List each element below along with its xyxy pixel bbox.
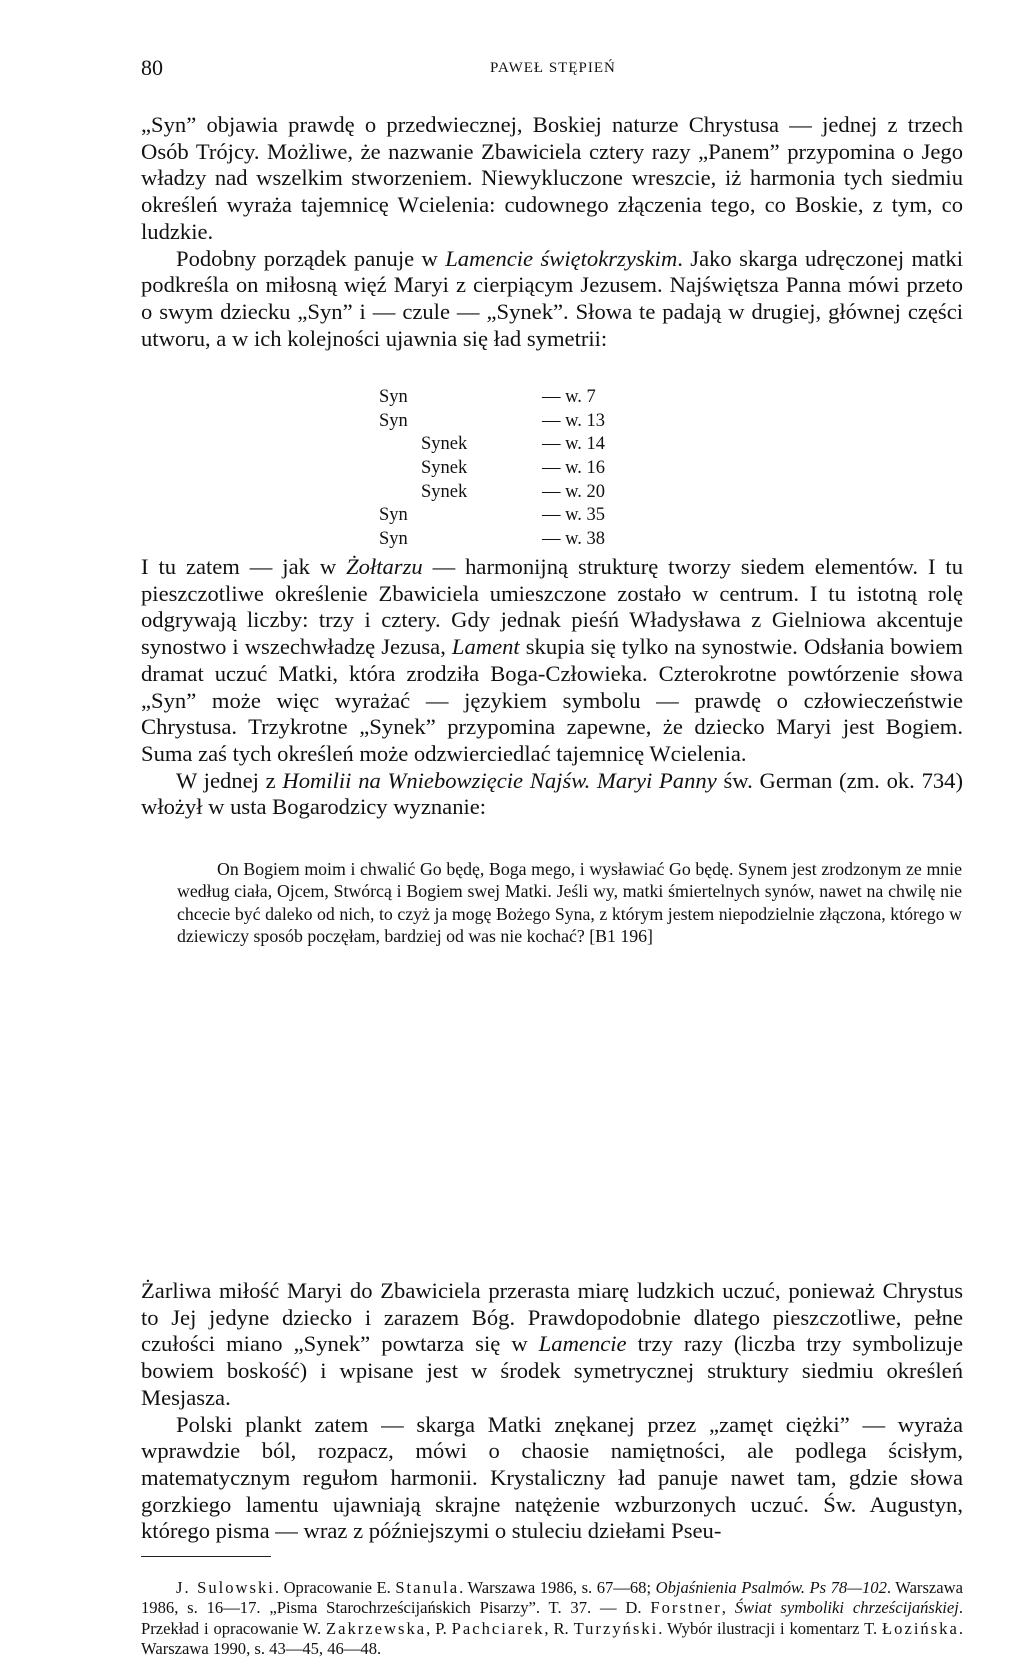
body-block-intro (141, 112, 963, 352)
text-run: , P. (426, 1618, 452, 1638)
author-name: J. Sulowski (176, 1578, 275, 1597)
verse-row (379, 457, 779, 481)
work-title: Lamencie (538, 1331, 627, 1357)
paragraph-syn-nature: „Syn” objawia prawdę o przedwiecznej, Boskiej naturze Chrystusa — jednej z trzech Osób Trójcy. Możliwe, że nazwanie Zbawiciela cztery razy „Panem” przypomina o Jego władzy nad wszelkim stworzeniem. Niewykluczone wreszcie, iż harmonia tych siedmiu określeń wyraża tajemnicę Wcielenia: cudownego złączenia tego, co Boskie, z tym, co ludzkie. (141, 112, 963, 244)
verse-reference: — w. 35 (542, 505, 606, 526)
text-run: . Warszawa 1986, s. 67—68; (459, 1578, 656, 1597)
block-quotation (177, 858, 962, 947)
verse-word: Syn (379, 387, 408, 407)
verse-reference: — w. 7 (542, 387, 596, 407)
verse-word: Synek (421, 481, 468, 502)
work-title: Objaśnienia Psalmów. Ps 78—102 (655, 1578, 887, 1597)
text-run: skupia się tylko na synostwie. Odsłania bowiem dramat uczuć Matki, która zrodziła Boga-Człowieka. Czterokrotne powtórzenie słowa „Syn” może więc wyrażać — językiem symbolu — prawdę o człowieczeństwie Chrystusa. Trzykrotne „Synek” przypomina zapewne, że dziecko Maryi jest Bogiem. Suma zaś tych określeń może odzwierciedlać tajemnicę Wcielenia. (141, 634, 963, 766)
footnote-entry (141, 1578, 963, 1660)
author-name: Zakrzewska (325, 1618, 427, 1638)
verse-symmetry-table (379, 386, 779, 552)
text-run: — harmonijną strukturę tworzy siedem elementów. I tu pieszczotliwe określenie Zbawiciela umieszczone zostało w centrum. I tu istotną rolę odgrywają liczby: trzy i cztery. Gdy jednak pieśń Władysława z Gielniowa akcentuje synostwo i wszechwładzę Jezusa, (141, 554, 963, 660)
verse-reference: — w. 14 (542, 434, 606, 455)
text-run: . Warszawa 1990, s. 43—45, 46—48. (141, 1618, 963, 1659)
verse-row (379, 386, 779, 410)
text-run: . Wybór ilustracji i komentarz T. (658, 1618, 883, 1638)
text-run: . Przekład i opracowanie W. (141, 1598, 963, 1638)
verse-word: Synek (421, 434, 468, 455)
text-run: św. German (zm. ok. 734) włożył w usta Bogarodzicy wyznanie: (141, 767, 963, 820)
paragraph-german-homily (141, 768, 963, 821)
verse-row (379, 433, 779, 457)
author-name: Turzyński (573, 1618, 659, 1638)
verse-reference: — w. 16 (542, 458, 606, 479)
text-run: W jednej z (176, 767, 283, 793)
paragraph-harmony (141, 554, 963, 768)
text-run: . Opracowanie E. (274, 1578, 396, 1597)
work-title: Homilii na Wniebowzięcie Najśw. Maryi Panny (282, 767, 717, 793)
author-name: Stanula (395, 1578, 460, 1597)
text-run: , (721, 1598, 735, 1618)
author-name: Forstner (650, 1598, 722, 1618)
text-run: . Jako skarga udręczonej matki podkreśla on miłosną więź Maryi z cierpiącym Jezusem. Najświętsza Panna mówi przeto o swym dziecku „Syn” i — czule — „Synek”. Słowa te padają w drugiej, głównej części utworu, a w ich kolejności ujawnia się ład symetrii: (141, 245, 963, 351)
text-run: , R. (544, 1618, 574, 1638)
verse-row (379, 410, 779, 434)
verse-row (379, 481, 779, 505)
body-block-analysis (141, 554, 963, 821)
verse-row (379, 504, 779, 528)
verse-reference: — w. 38 (542, 529, 606, 550)
verse-reference: — w. 13 (542, 410, 606, 431)
text-run: . Warszawa 1986, s. 16—17. „Pisma Starochrześcijańskich Pisarzy”. T. 37. — D. (141, 1578, 963, 1618)
verse-word: Syn (379, 529, 408, 550)
footnote-divider (141, 1556, 271, 1557)
running-head: PAWEŁ STĘPIEŃ (490, 60, 616, 76)
footnotes (141, 1578, 963, 1660)
paragraph-love (141, 1278, 963, 1412)
work-title: Lamencie świętokrzyskim (445, 245, 678, 271)
verse-reference: — w. 20 (542, 481, 606, 502)
verse-word: Synek (421, 458, 468, 479)
work-title: Świat symboliki chrześcijańskiej (734, 1598, 959, 1618)
body-block-conclusion (141, 1278, 963, 1545)
verse-word: Syn (379, 410, 408, 431)
paragraph-planctus: Polski plankt zatem — skarga Matki znękanej przez „zamęt ciężki” — wyraża wprawdzie ból, rozpacz, mówi o chaosie namiętności, ale podlega ścisłym, matematycznym regułom harmonii. Krystaliczny ład panuje nawet tam, gdzie słowa gorzkiego lamentu ujawniają skrajne natężenie wzburzonych uczuć. Św. Augustyn, którego pisma — wraz z późniejszymi o stuleciu dziełami Pseu- (141, 1411, 963, 1544)
verse-word: Syn (379, 505, 408, 526)
work-title: Lament (451, 634, 520, 660)
paragraph-lament-order (141, 246, 963, 353)
work-title: Żołtarzu (346, 554, 423, 579)
author-name: Łozińska (882, 1618, 959, 1638)
verse-row (379, 528, 779, 552)
quotation-text: On Bogiem moim i chwalić Go będę, Boga mego, i wysławiać Go będę. Synem jest zrodzonym ze mnie według ciała, Ojcem, Stwórcą i Bogiem swej Matki. Jeśli wy, matki śmiertelnych synów, nawet na chwilę nie chcecie być daleko od nich, to czyż ja mogę Bożego Syna, z którym jestem niepodzielnie złączona, którego w dziewiczy sposób poczęłam, bardziej od was nie kochać? [B1 196] (177, 859, 962, 946)
author-name: Pachciarek (451, 1618, 545, 1638)
text-run: Podobny porządek panuje w (176, 245, 446, 271)
text-run: trzy razy (liczba trzy symbolizuje bowiem boskość) i wpisane jest w środek symetrycznej struktury siedmiu określeń Mesjasza. (141, 1331, 964, 1410)
text-run: I tu zatem — jak w (141, 554, 347, 579)
text-run: Żarliwa miłość Maryi do Zbawiciela przerasta miarę ludzkich uczuć, ponieważ Chrystus to Jej jedyne dziecko i zarazem Bóg. Prawdopodobnie dlatego pieszczotliwe, pełne czułości miano „Synek” powtarza się w (141, 1278, 963, 1357)
page-number: 80 (141, 55, 163, 80)
